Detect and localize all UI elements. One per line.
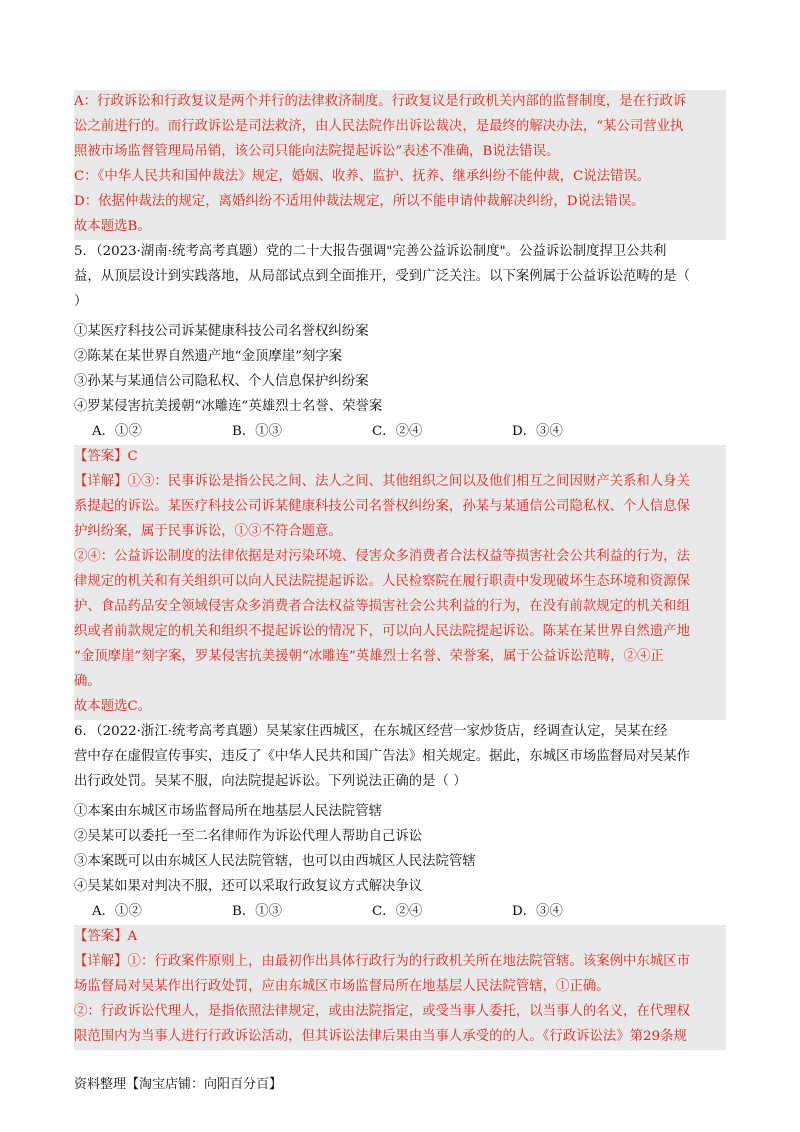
q5-options [92, 420, 744, 445]
q5-option-b: B．①③ [232, 424, 283, 439]
page-footer: 资料整理【淘宝店铺：向阳百分百】 [74, 1077, 283, 1092]
q5-option-c: C．②④ [372, 424, 423, 439]
q5-item: ③孙某与某通信公司隐私权、个人信息保护纠纷案 [74, 374, 369, 389]
q6-explanation-line: 限范围内为当事人进行行政诉讼活动，但其诉讼法律后果由当事人承受的的人。《行政诉讼法》第29条规 [74, 1025, 726, 1050]
q5-explanation-line: 织或者前款规定的机关和组织不提起诉讼的情况下，可以向人民法院提起诉讼。陈某在某世界自然遗产地 [74, 620, 726, 645]
q6-stem-line: 营中存在虚假宣传事实，违反了《中华人民共和国广告法》相关规定。据此，东城区市场监督局对吴某作 [74, 749, 690, 764]
q5-stem-line: ） [74, 294, 88, 309]
q5-explanation-line: ②④：公益诉讼制度的法律依据是对污染环境、侵害众多消费者合法权益等损害社会公共利益的行为，法 [74, 545, 726, 570]
q5-explanation-line: 护纠纷案，属于民事诉讼，①③不符合题意。 [74, 520, 726, 545]
q6-options [92, 900, 744, 925]
q6-explanation-line: 场监督局对吴某作出行政处罚，应由东城区市场监督局所在地基层人民法院管辖，①正确。 [74, 975, 726, 1000]
q6-answer: 【答案】A [74, 925, 726, 950]
q6-explanation-line: ②：行政诉讼代理人，是指依照法律规定，或由法院指定，或受当事人委托，以当事人的名义，在代理权 [74, 1000, 726, 1025]
q6-item: ②吴某可以委托一至二名律师作为诉讼代理人帮助自己诉讼 [74, 829, 423, 844]
q5-item: ①某医疗科技公司诉某健康科技公司名誉权纠纷案 [74, 324, 369, 339]
q6-item: ③本案既可以由东城区人民法院管辖，也可以由西城区人民法院管辖 [74, 854, 476, 869]
q4-conclusion: 故本题选B。 [74, 215, 726, 240]
q5-explanation-line: 律规定的机关和有关组织可以向人民法院提起诉讼。人民检察院在履行职责中发现破坏生态环境和资源保 [74, 570, 726, 595]
q5-item: ②陈某在某世界自然遗产地“金顶摩崖”刻字案 [74, 349, 343, 364]
q5-explanation-line: 系提起的诉讼。某医疗科技公司诉某健康科技公司名誉权纠纷案，孙某与某通信公司隐私权、个人信息保 [74, 495, 726, 520]
q6-item: ①本案由东城区市场监督局所在地基层人民法院管辖 [74, 804, 382, 819]
q4-explanation-line: 讼之前进行的。而行政诉讼是司法救济，由人民法院作出诉讼裁决，是最终的解决办法，“某公司营业执 [74, 115, 726, 140]
q5-answer: 【答案】C [74, 445, 726, 470]
q4-explanation-line: D：依据仲裁法的规定，离婚纠纷不适用仲裁法规定，所以不能申请仲裁解决纠纷，D说法错误。 [74, 190, 726, 215]
q5-item: ④罗某侵害抗美援朝“冰雕连”英雄烈士名誉、荣誉案 [74, 399, 383, 414]
q5-explanation-line: “金顶摩崖”刻字案，罗某侵害抗美援朝“冰雕连”英雄烈士名誉、荣誉案，属于公益诉讼范畴，②④正 [74, 645, 726, 670]
q5-option-a: A．①② [92, 424, 142, 439]
q6-item: ④吴某如果对判决不服，还可以采取行政复议方式解决争议 [74, 879, 423, 894]
q6-option-d: D．③④ [512, 904, 563, 919]
q6-explanation-line: 【详解】①：行政案件原则上，由最初作出具体行政行为的行政机关所在地法院管辖。该案例中东城区市 [74, 950, 726, 975]
q5-conclusion: 故本题选C。 [74, 695, 726, 720]
q5-stem-line: 5．（2023·湖南·统考高考真题）党的二十大报告强调"完善公益诉讼制度"。公益诉讼制度捍卫公共利 [74, 244, 667, 259]
q4-explanation-line: A：行政诉讼和行政复议是两个并行的法律救济制度。行政复议是行政机关内部的监督制度，是在行政诉 [74, 90, 726, 115]
q5-explanation-line: 【详解】①③：民事诉讼是指公民之间、法人之间、其他组织之间以及他们相互之间因财产关系和人身关 [74, 470, 726, 495]
q5-option-d: D．③④ [512, 424, 563, 439]
q6-stem-line: 出行政处罚。吴某不服，向法院提起诉讼。下列说法正确的是（ ） [74, 774, 467, 789]
q6-option-a: A．①② [92, 904, 142, 919]
q6-stem-line: 6．（2022·浙江·统考高考真题）吴某家住西城区，在东城区经营一家炒货店，经调查认定，吴某在经 [74, 724, 668, 739]
q5-stem-line: 益，从顶层设计到实践落地，从局部试点到全面推开，受到广泛关注。以下案例属于公益诉讼范畴的是（ [74, 269, 690, 284]
q5-explanation-line: 护、食品药品安全领域侵害众多消费者合法权益等损害社会公共利益的行为，在没有前款规定的机关和组 [74, 595, 726, 620]
q6-option-c: C．②④ [372, 904, 423, 919]
q4-explanation-line: 照被市场监督管理局吊销，该公司只能向法院提起诉讼”表述不准确，B说法错误。 [74, 140, 726, 165]
q6-option-b: B．①③ [232, 904, 283, 919]
q4-explanation-line: C：《中华人民共和国仲裁法》规定，婚姻、收养、监护、抚养、继承纠纷不能仲裁，C说法错误。 [74, 165, 726, 190]
q5-explanation-line: 确。 [74, 670, 726, 695]
